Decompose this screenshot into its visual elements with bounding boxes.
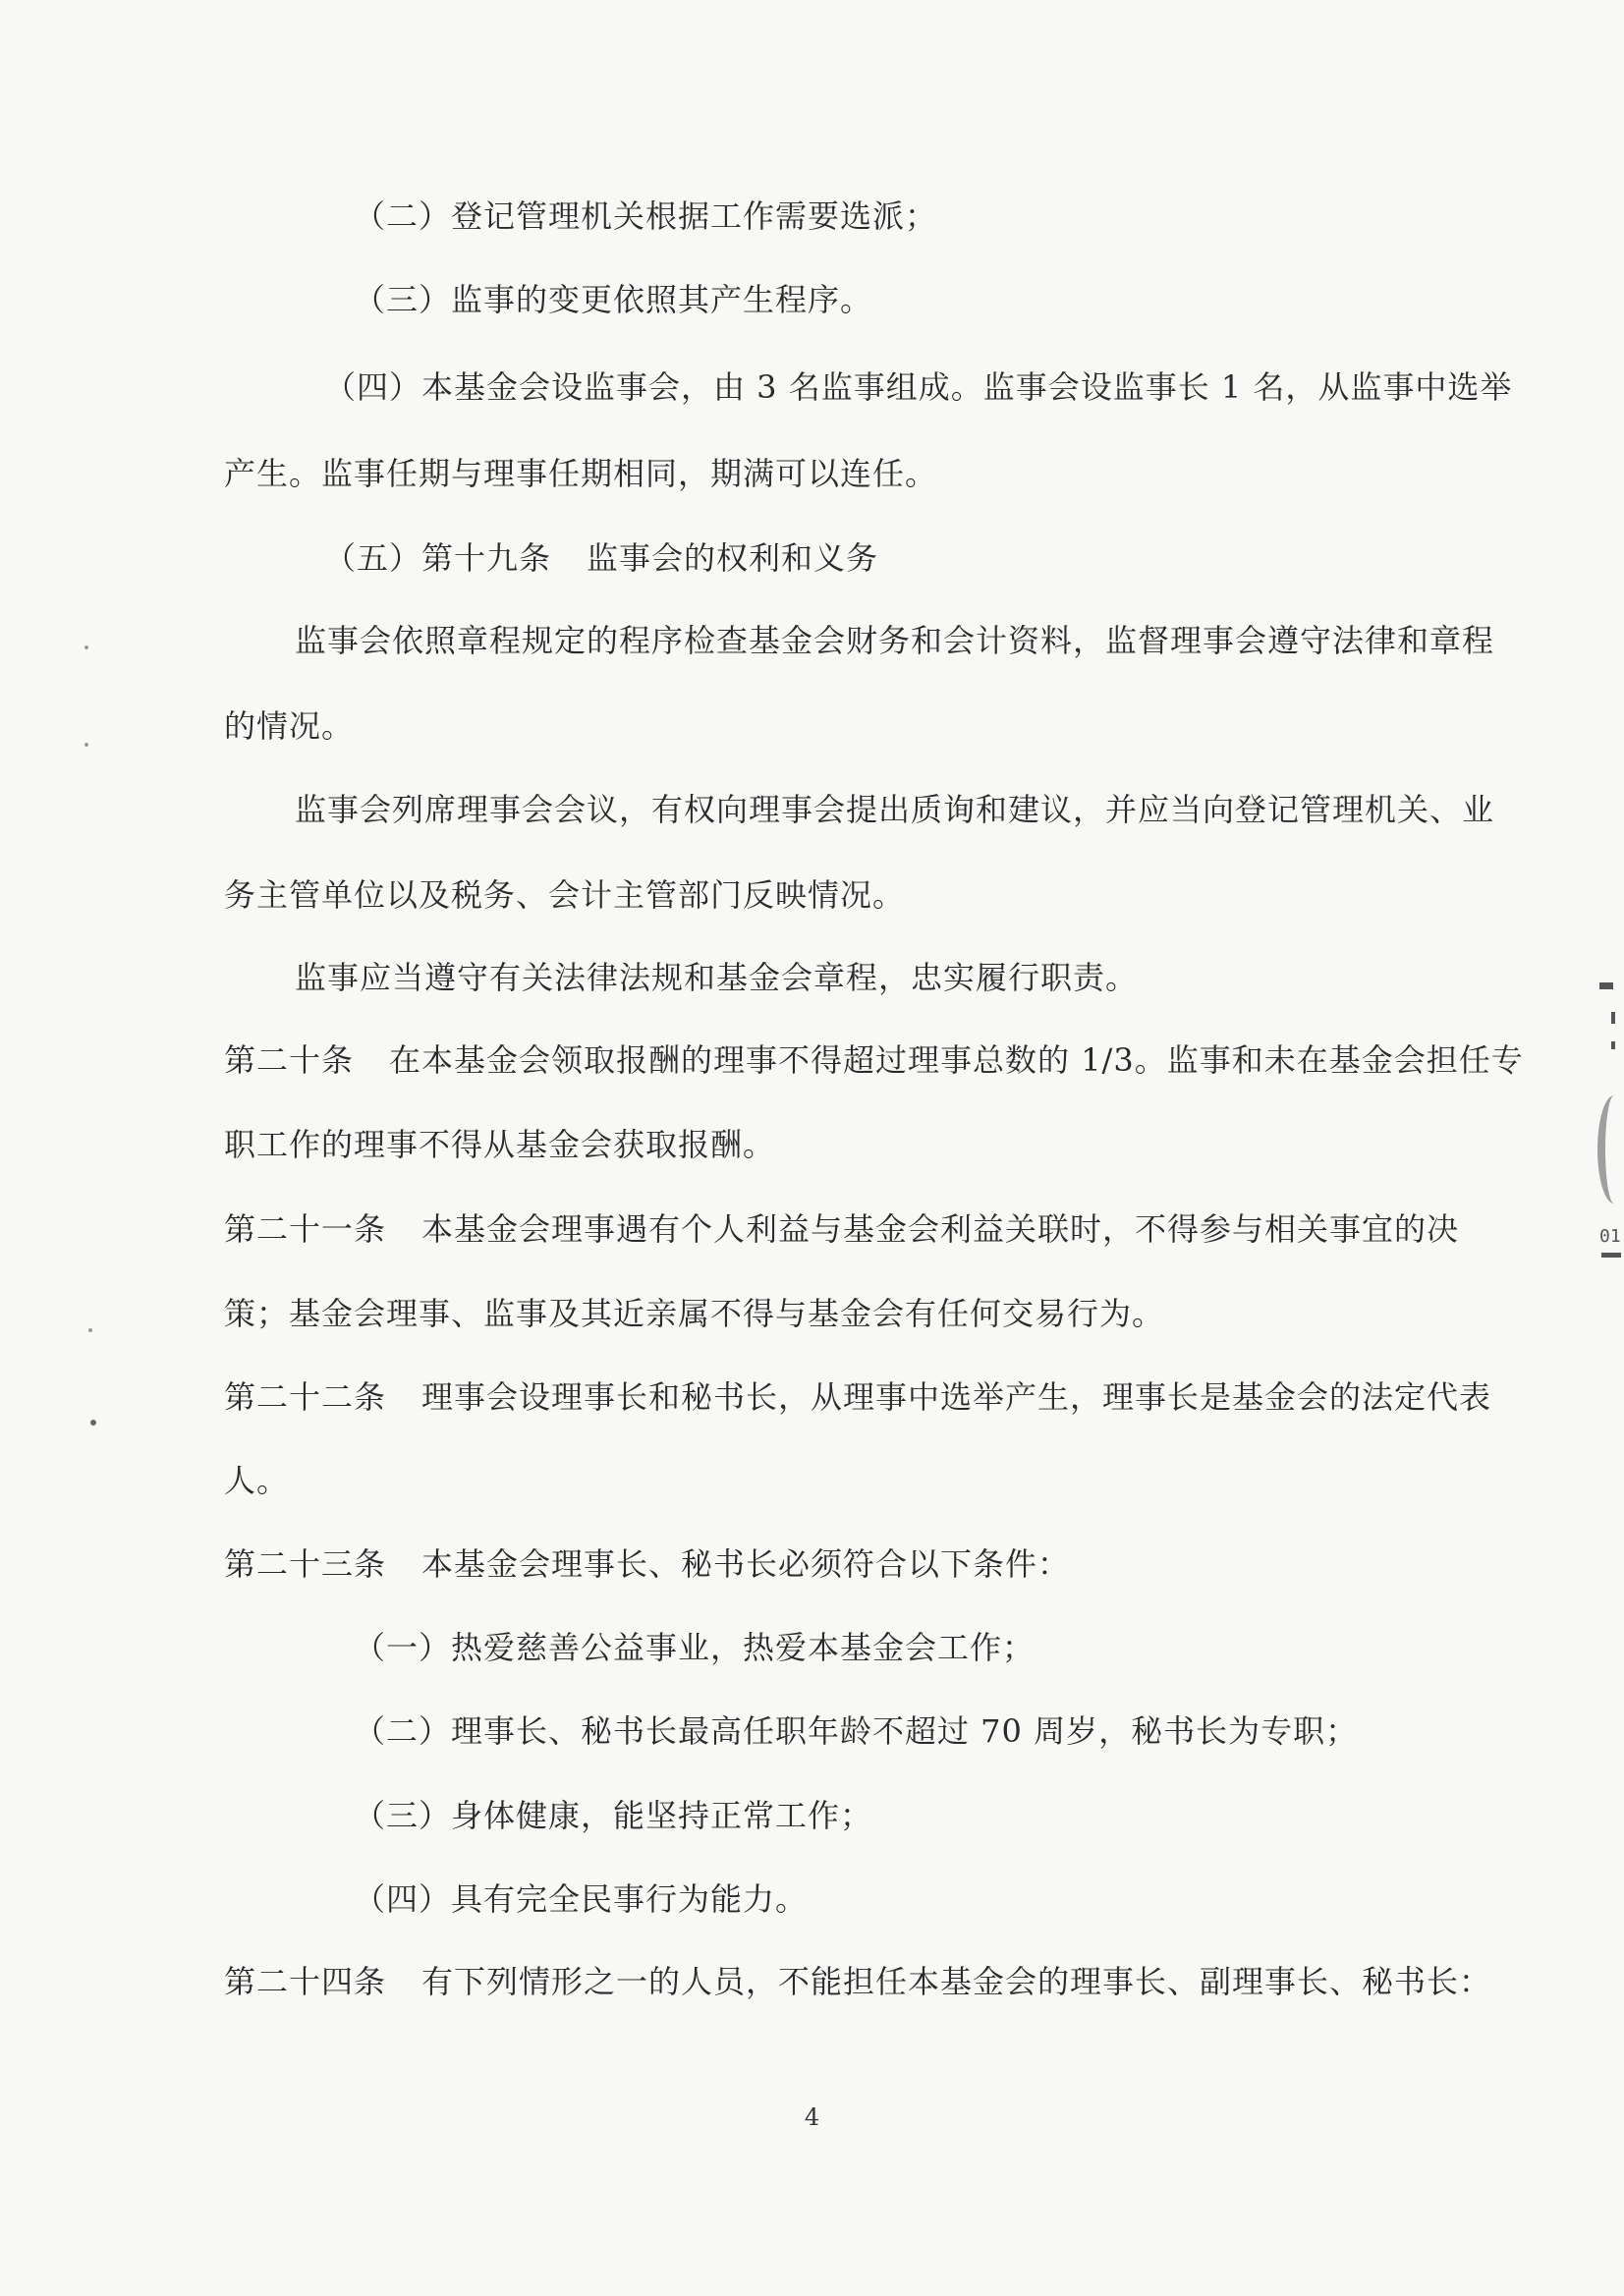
paragraph-line: 人。: [224, 1462, 290, 1499]
paragraph-line: 监事会列席理事会会议，有权向理事会提出质询和建议，并应当向登记管理机关、业: [295, 791, 1495, 828]
edge-mark: [1611, 1012, 1615, 1024]
scan-speck: [90, 1420, 96, 1426]
paragraph-line: 策；基金会理事、监事及其近亲属不得与基金会有任何交易行为。: [224, 1295, 1165, 1332]
article-line: 第二十条 在本基金会领取报酬的理事不得超过理事总数的 1/3。监事和未在基金会担任专: [224, 1038, 1524, 1082]
article-number: 第二十一条: [224, 1210, 387, 1248]
article-line: 第二十四条 有下列情形之一的人员，不能担任本基金会的理事长、副理事长、秘书长：: [224, 1960, 1491, 2003]
article-number: 第二十四条: [224, 1963, 387, 2000]
scan-speck: [84, 743, 88, 747]
scan-speck: [88, 1328, 92, 1332]
paragraph-line: 监事会依照章程规定的程序检查基金会财务和会计资料，监督理事会遵守法律和章程: [295, 622, 1495, 659]
paragraph-line: 职工作的理事不得从基金会获取报酬。: [224, 1126, 776, 1163]
article-line: 第二十三条 本基金会理事长、秘书长必须符合以下条件：: [224, 1542, 1070, 1586]
edge-arc: [1597, 1095, 1624, 1204]
scan-speck: [84, 645, 88, 649]
article-line: 第二十一条 本基金会理事遇有个人利益与基金会利益关联时，不得参与相关事宜的决: [224, 1207, 1459, 1251]
article-number: 第二十三条: [224, 1545, 387, 1583]
clause-line: （四）本基金会设监事会，由 3 名监事组成。监事会设监事长 1 名，从监事中选举: [324, 368, 1513, 406]
edge-mark: [1611, 1041, 1615, 1049]
clause-line: （一）热爱慈善公益事业，热爱本基金会工作；: [354, 1629, 1036, 1666]
clause-line: 产生。监事任期与理事任期相同，期满可以连任。: [224, 455, 938, 492]
edge-mark: [1599, 982, 1613, 989]
clause-line: （三）身体健康，能坚持正常工作；: [354, 1797, 873, 1834]
article-number: 第二十二条: [224, 1378, 387, 1416]
article-heading: （五）第十九条 监事会的权利和义务: [324, 536, 878, 580]
paragraph-line: 的情况。: [224, 707, 355, 745]
paragraph-line: 务主管单位以及税务、会计主管部门反映情况。: [224, 876, 906, 914]
page-number: 4: [804, 2103, 820, 2131]
paragraph-line: 监事应当遵守有关法律法规和基金会章程，忠实履行职责。: [295, 959, 1139, 996]
clause-line: （二）理事长、秘书长最高任职年龄不超过 70 周岁，秘书长为专职；: [354, 1712, 1359, 1750]
article-number: 第二十条: [224, 1041, 355, 1079]
article-number: （五）第十九条: [324, 539, 552, 577]
clause-line: （二）登记管理机关根据工作需要选派；: [354, 197, 938, 235]
edge-fragment: 01: [1599, 1226, 1621, 1247]
edge-mark: [1601, 1253, 1621, 1258]
article-line: 第二十二条 理事会设理事长和秘书长，从理事中选举产生，理事长是基金会的法定代表: [224, 1375, 1491, 1419]
clause-line: （三）监事的变更依照其产生程序。: [354, 281, 873, 318]
clause-line: （四）具有完全民事行为能力。: [354, 1880, 809, 1918]
